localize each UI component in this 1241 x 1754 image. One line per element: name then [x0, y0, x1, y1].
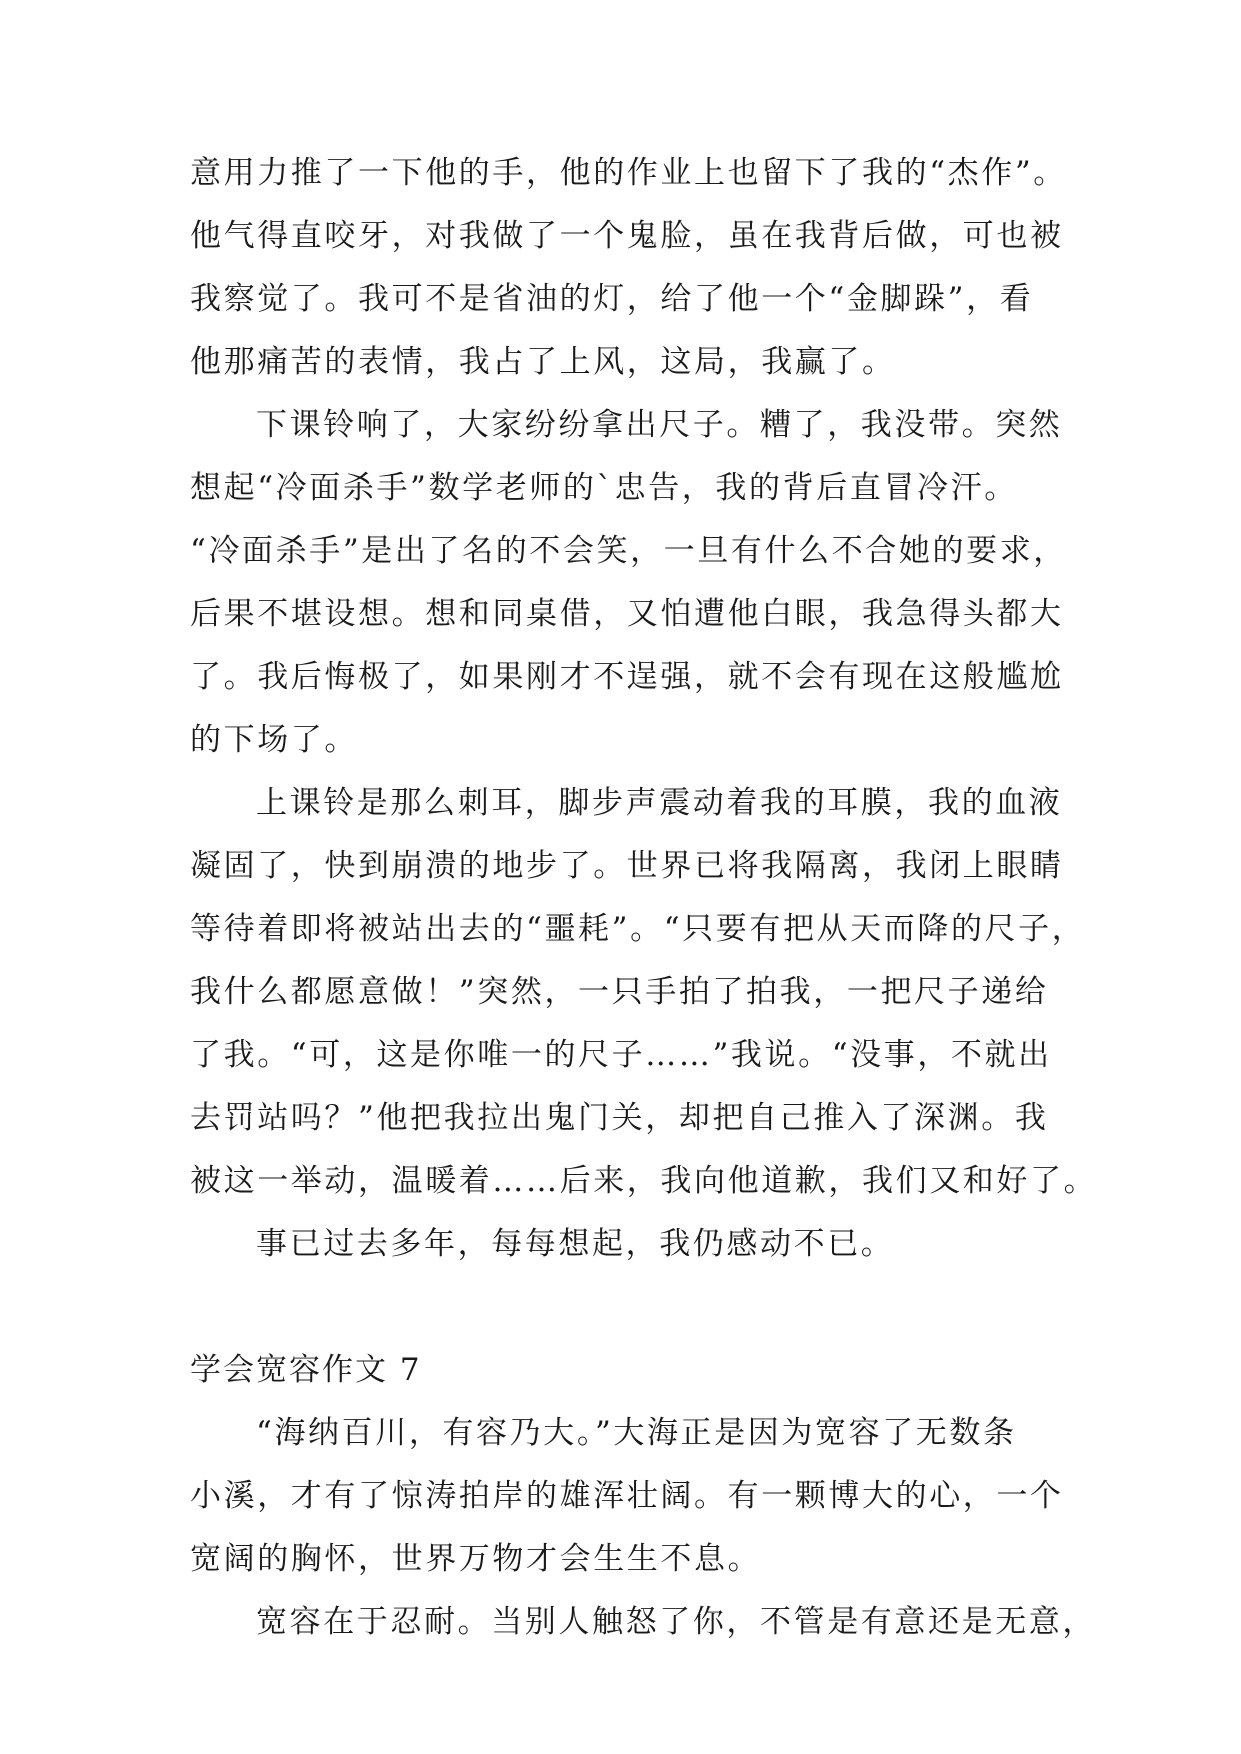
- paragraph-line: 等待着即将被站出去的“噩耗”。“只要有把从天而降的尺子，: [190, 911, 1086, 947]
- paragraph-line: 的下场了。: [190, 722, 358, 758]
- paragraph-line: 了我。“可，这是你唯一的尺子……”我说。“没事，不就出: [190, 1037, 1052, 1073]
- paragraph-line: 被这一举动，温暖着……后来，我向他道歉，我们又和好了。: [190, 1163, 1098, 1199]
- paragraph-line: 宽阔的胸怀，世界万物才会生生不息。: [190, 1541, 762, 1577]
- paragraph-line: 我察觉了。我可不是省油的灯，给了他一个“金脚跺”，看: [190, 281, 1034, 317]
- paragraph-line: 意用力推了一下他的手，他的作业上也留下了我的“杰作”。: [190, 155, 1067, 191]
- paragraph-line: 后果不堪设想。想和同桌借，又怕遭他白眼，我急得头都大: [190, 596, 1064, 632]
- paragraph-line: 他气得直咬牙，对我做了一个鬼脸，虽在我背后做，可也被: [190, 218, 1064, 254]
- paragraph-line: 他那痛苦的表情，我占了上风，这局，我赢了。: [190, 344, 896, 380]
- paragraph-line: 凝固了，快到崩溃的地步了。世界已将我隔离，我闭上眼睛: [190, 848, 1064, 884]
- paragraph-line: 上课铃是那么刺耳，脚步声震动着我的耳膜，我的血液: [256, 785, 1063, 821]
- paragraph-line: 我什么都愿意做！”突然，一只手拍了拍我，一把尺子递给: [190, 974, 1049, 1010]
- paragraph-line: “冷面杀手”是出了名的不会笑，一旦有什么不合她的要求，: [190, 533, 1067, 569]
- paragraph-line: 宽容在于忍耐。当别人触怒了你，不管是有意还是无意，: [256, 1604, 1096, 1640]
- paragraph-line: 想起“冷面杀手”数学老师的`忠告，我的背后直冒冷汗。: [190, 470, 1018, 506]
- paragraph-line: 小溪，才有了惊涛拍岸的雄浑壮阔。有一颗博大的心，一个: [190, 1478, 1064, 1514]
- paragraph-line: 下课铃响了，大家纷纷拿出尺子。糟了，我没带。突然: [256, 407, 1063, 443]
- paragraph-line: 了。我后悔极了，如果刚才不逞强，就不会有现在这般尴尬: [190, 659, 1064, 695]
- paragraph-line: 事已过去多年，每每想起，我仍感动不已。: [256, 1226, 895, 1262]
- paragraph-line: “海纳百川，有容乃大。”大海正是因为宽容了无数条: [256, 1415, 1017, 1451]
- paragraph-line: 去罚站吗？”他把我拉出鬼门关，却把自己推入了深渊。我: [190, 1100, 1049, 1136]
- section-heading: 学会宽容作文 7: [190, 1352, 422, 1388]
